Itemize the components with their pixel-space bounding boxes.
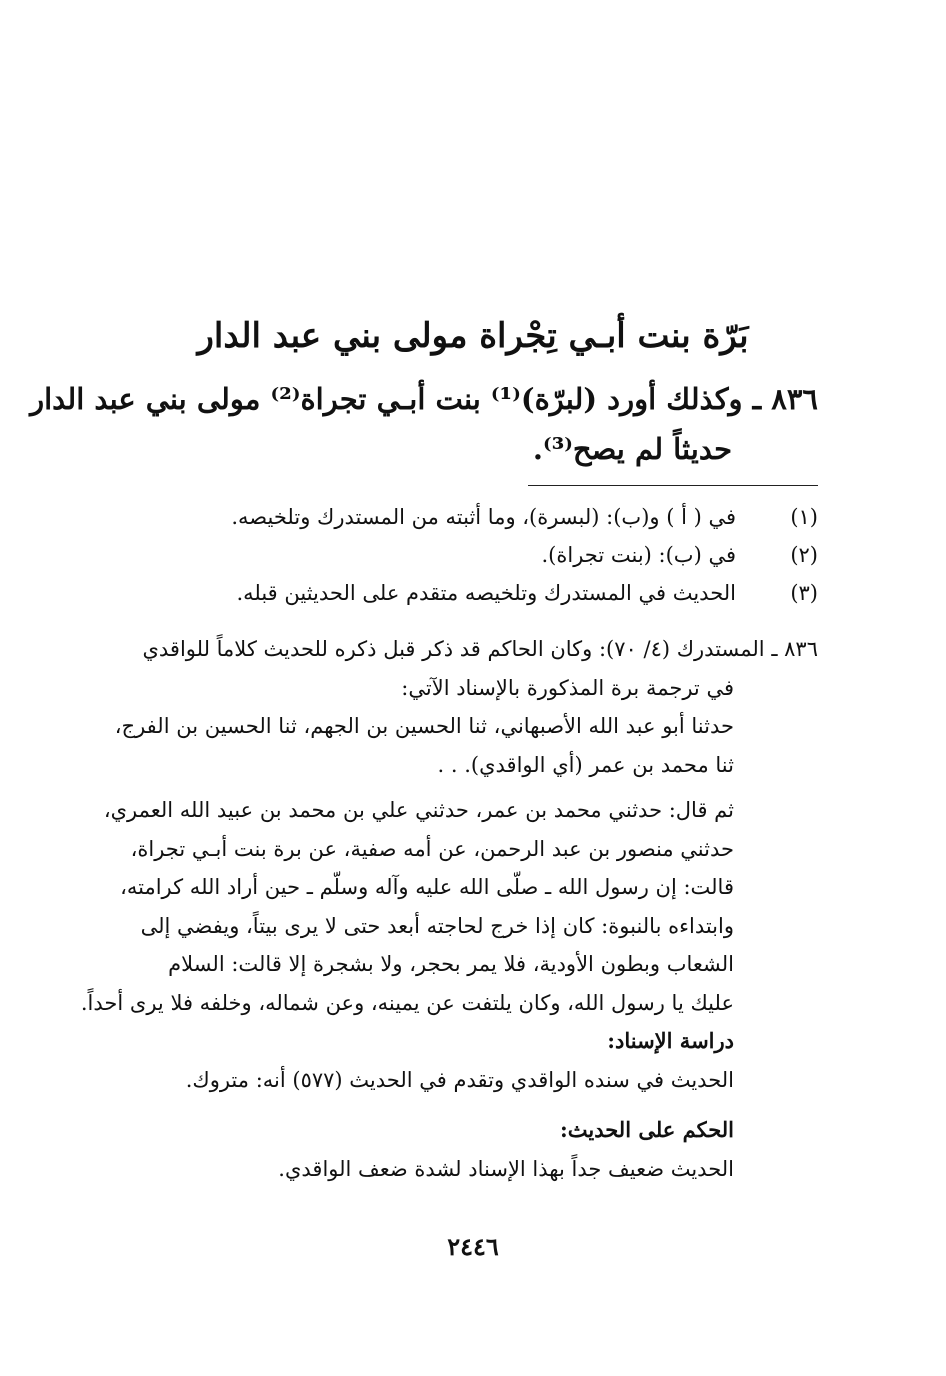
- commentary-line: عليك يا رسول الله، وكان يلتفت عن يمينه، وعن شماله، وخلفه فلا يرى أحداً.: [80, 990, 734, 1015]
- commentary-line: الشعاب وبطون الأودية، فلا يمر بحجر، ولا بشجرة إلا قالت: السلام: [168, 952, 734, 976]
- footnote-text: في (ب): (بنت تجراة).: [541, 543, 736, 567]
- commentary-line: وابتداءه بالنبوة: كان إذا خرج لحاجته أبعد حتى لا يرى بيتاً، ويفضي إلى: [140, 913, 734, 938]
- commentary-line: ٨٣٦ ـ المستدرك (٤/ ٧٠): وكان الحاكم قد ذكر قبل ذكره للحديث كلاماً للواقدي: [142, 637, 818, 661]
- hadith-entry-line-1: ٨٣٦ ـ وكذلك أورد (لبرّة)⁽¹⁾ بنت أبـي تجراة⁽²⁾ مولى بني عبد الدار: [30, 382, 818, 416]
- isnad-heading: دراسة الإسناد:: [607, 1028, 734, 1053]
- page-number: ٢٤٤٦: [447, 1232, 499, 1261]
- footnote-1: [118, 500, 818, 534]
- commentary-line: حدثني منصور بن عبد الرحمن، عن أمه صفية، عن برة بنت أبـي تجراة،: [130, 836, 734, 861]
- isnad-text: الحديث في سنده الواقدي وتقدم في الحديث (٥٧٧) أنه: متروك.: [185, 1067, 734, 1092]
- footnote-number: (٣): [790, 581, 818, 605]
- hadith-entry-line-2: حديثاً لم يصح⁽³⁾.: [532, 432, 732, 466]
- commentary-line: ثم قال: حدثني محمد بن عمر، حدثني علي بن محمد بن عبيد الله العمري،: [103, 798, 734, 822]
- footnote-text: الحديث في المستدرك وتلخيصه متقدم على الحديثين قبله.: [236, 581, 736, 605]
- ruling-text: الحديث ضعيف جداً بهذا الإسناد لشدة ضعف الواقدي.: [278, 1156, 734, 1181]
- commentary-line: في ترجمة برة المذكورة بالإسناد الآتي:: [401, 675, 734, 700]
- footnote-text: في ( أ ) و(ب): (لبسرة)، وما أثبته من المستدرك وتلخيصه.: [231, 505, 736, 529]
- footnote-3: [118, 576, 818, 610]
- footnote-2: [118, 538, 818, 572]
- ruling-heading: الحكم على الحديث:: [560, 1117, 734, 1142]
- footnote-number: (١): [790, 505, 818, 529]
- section-title: بَرّة بنت أبـي تِجْراة مولى بني عبد الدار: [197, 316, 749, 356]
- commentary-line: قالت: إن رسول الله ـ صلّى الله عليه وآله وسلّم ـ حين أراد الله كرامته،: [120, 875, 734, 899]
- footnote-number: (٢): [790, 543, 818, 567]
- footnote-divider: [528, 485, 818, 486]
- commentary-line: حدثنا أبو عبد الله الأصبهاني، ثنا الحسين بن الجهم، ثنا الحسين بن الفرج،: [114, 714, 734, 738]
- commentary-line: ثنا محمد بن عمر (أي الواقدي). . .: [437, 752, 734, 777]
- commentary: [80, 630, 818, 1188]
- hadith-entry: [30, 374, 818, 474]
